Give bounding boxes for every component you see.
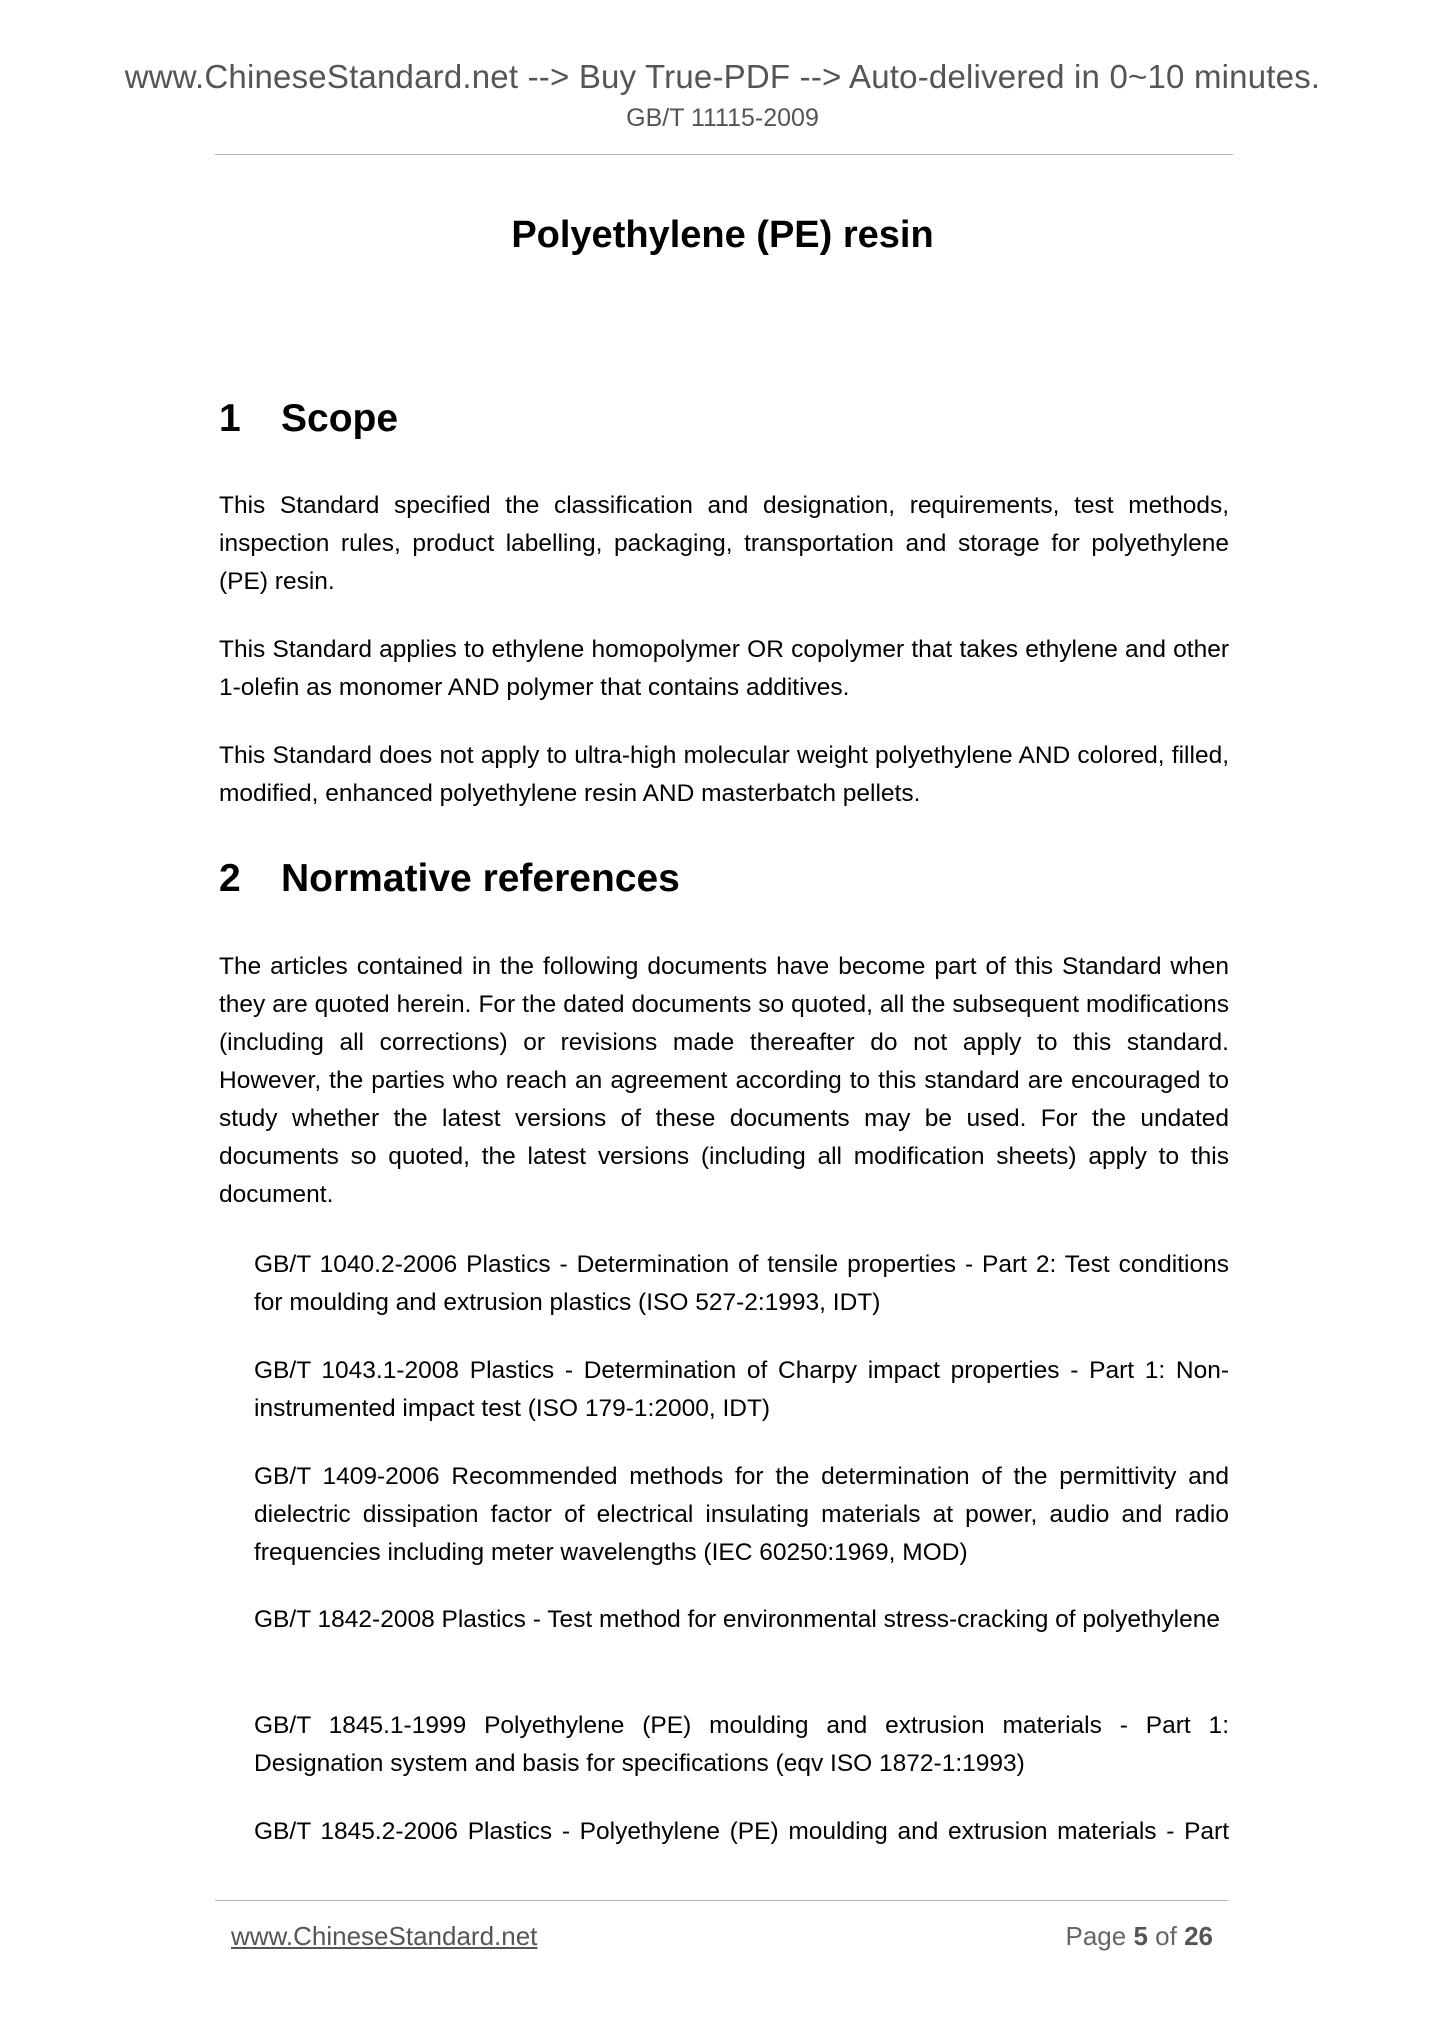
footer-divider <box>215 1900 1228 1901</box>
section-heading-scope <box>219 397 398 441</box>
reference-item: GB/T 1845.1-1999 Polyethylene (PE) moulding and extrusion materials - Part 1: Designation system and basis for specifications (eqv ISO 1872-1:1993) <box>254 1712 1229 1777</box>
reference-item: GB/T 1040.2-2006 Plastics - Determination of tensile properties - Part 2: Test conditions for moulding and extrusion plastics (ISO 527-2:1993, IDT) <box>254 1251 1229 1316</box>
page-indicator: Page 5 of 26 <box>1065 1921 1213 1951</box>
section-number: 1 <box>219 397 241 440</box>
document-title: Polyethylene (PE) resin <box>511 214 934 256</box>
current-page-number: 5 <box>1133 1921 1148 1951</box>
footer-site-link[interactable]: www.ChineseStandard.net <box>231 1921 538 1951</box>
standard-code: GB/T 11115-2009 <box>626 104 819 132</box>
header-divider <box>215 154 1233 155</box>
reference-item: GB/T 1043.1-2008 Plastics - Determination of Charpy impact properties - Part 1: Non-instrumented impact test (ISO 179-1:2000, IDT) <box>254 1357 1229 1422</box>
header-banner: www.ChineseStandard.net --> Buy True-PDF --> Auto-delivered in 0~10 minutes. <box>124 58 1321 95</box>
reference-item: GB/T 1409-2006 Recommended methods for the determination of the permittivity and dielectric dissipation factor of electrical insulating materials at power, audio and radio frequencies including meter wavelengths (IEC 60250:1969, MOD) <box>254 1463 1229 1566</box>
total-pages: 26 <box>1184 1921 1213 1951</box>
reference-item: GB/T 1845.2-2006 Plastics - Polyethylene (PE) moulding and extrusion materials - Part <box>254 1818 1229 1845</box>
section-title: Scope <box>281 397 399 440</box>
section-heading-normative-references <box>219 857 680 901</box>
section-number: 2 <box>219 857 241 900</box>
paragraph: This Standard applies to ethylene homopolymer OR copolymer that takes ethylene and other 1-olefin as monomer AND polymer that contains additives. <box>219 636 1229 701</box>
paragraph: The articles contained in the following documents have become part of this Standard when they are quoted herein. For the dated documents so quoted, all the subsequent modifications (including all corrections) or revisions made thereafter do not apply to this standard. However, the parties who reach an agreement according to this standard are encouraged to study whether the latest versions of these documents may be used. For the undated documents so quoted, the latest versions (including all modification sheets) apply to this document. <box>219 953 1229 1208</box>
section-title: Normative references <box>281 857 680 900</box>
reference-item: GB/T 1842-2008 Plastics - Test method for environmental stress-cracking of polyethylene <box>254 1606 1220 1633</box>
paragraph: This Standard specified the classification and designation, requirements, test methods, inspection rules, product labelling, packaging, transportation and storage for polyethylene (PE) resin. <box>219 492 1229 595</box>
paragraph: This Standard does not apply to ultra-high molecular weight polyethylene AND colored, filled, modified, enhanced polyethylene resin AND masterbatch pellets. <box>219 742 1229 807</box>
